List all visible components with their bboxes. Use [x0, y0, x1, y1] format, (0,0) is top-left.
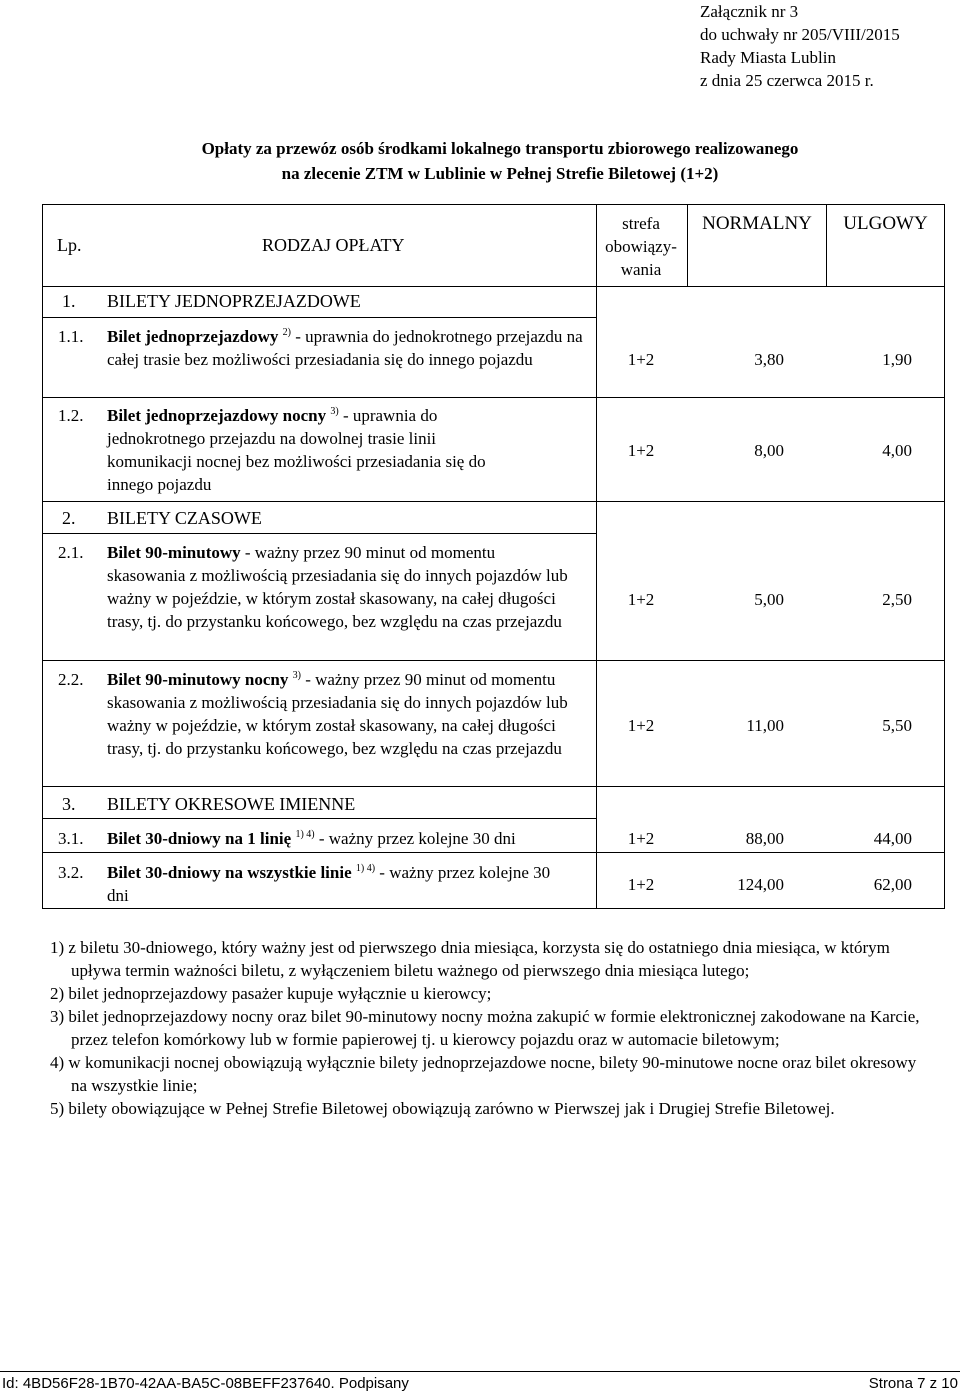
table-border-bottom: [42, 908, 945, 909]
row-description: [107, 404, 517, 496]
header-line-2: do uchwały nr 205/VIII/2015: [700, 25, 900, 44]
section-1-num: 1.: [62, 291, 76, 311]
footnote-5: 5) bilety obowiązujące w Pełnej Strefie Biletowej obowiązują zarówno w Pierwszej jak i Drugiej Strefie Biletowej.: [50, 1099, 835, 1118]
row-strefa: 1+2: [627, 441, 655, 460]
row-lp: 1.1.: [58, 327, 84, 346]
row-sep-22: [42, 786, 945, 787]
row-desc-text: - uprawnia do jednokrotnego przejazdu na dowolnej trasie linii komunikacji nocnej bez możliwości przesiadania się do innego pojazdu: [107, 406, 486, 494]
attachment-header: [700, 0, 950, 92]
row-ulgowy: 1,90: [882, 350, 912, 369]
title-line-2: na zlecenie ZTM w Lublinie w Pełnej Strefie Biletowej (1+2): [281, 164, 719, 183]
row-ulgowy: 5,50: [882, 716, 912, 735]
row-footnote-ref: 1) 4): [295, 829, 315, 840]
row-sep-s2: [42, 533, 597, 534]
section-3-num: 3.: [62, 794, 76, 814]
row-normalny: 124,00: [737, 875, 784, 894]
row-sep-11: [42, 397, 945, 398]
row-description: [107, 668, 585, 760]
row-normalny: 3,80: [754, 350, 784, 369]
row-title: Bilet 90-minutowy nocny: [107, 670, 289, 689]
row-desc-text: - ważny przez 90 minut od momentu skasowania z możliwością przesiadania się do innych pojazdów lub ważny w pojeździe, w którym został skasowany, na całej długości trasy, tj. do przystanku końcowego, bez względu na czas przejazdu: [107, 543, 568, 631]
header-strefa: [598, 212, 684, 281]
row-lp: 3.1.: [58, 829, 84, 848]
row-footnote-ref: 2): [282, 327, 291, 338]
header-rodzaj: RODZAJ OPŁATY: [262, 235, 405, 255]
row-normalny: 5,00: [754, 590, 784, 609]
col-sep-type-zone: [596, 204, 597, 909]
signature-footer: [0, 1371, 960, 1397]
row-ulgowy: 44,00: [873, 829, 912, 848]
row-sep-12: [42, 501, 945, 502]
header-strefa-3: wania: [620, 260, 662, 279]
footnote-4: 4) w komunikacji nocnej obowiązują wyłącznie bilety jednoprzejazdowe nocne, bilety 90-minutowe nocne oraz bilet okresowy na wszystkie linie;: [50, 1053, 917, 1095]
row-ulgowy: 2,50: [882, 590, 912, 609]
row-lp: 2.2.: [58, 670, 84, 689]
row-description: [107, 861, 557, 907]
row-description: [107, 827, 595, 850]
header-normalny: NORMALNY: [702, 213, 812, 234]
row-desc-text: - uprawnia do jednokrotnego przejazdu na całej trasie bez możliwości przesiadania się do innego pojazdu: [107, 327, 583, 369]
header-line-4: z dnia 25 czerwca 2015 r.: [700, 71, 874, 90]
row-title: Bilet 90-minutowy: [107, 543, 241, 562]
row-strefa: 1+2: [627, 875, 655, 894]
row-lp: 3.2.: [58, 863, 84, 882]
document-id: Id: 4BD56F28-1B70-42AA-BA5C-08BEFF237640. Podpisany: [2, 1375, 409, 1392]
col-sep-zone-norm: [687, 204, 688, 287]
section-2-num: 2.: [62, 508, 76, 528]
footnote-3: 3) bilet jednoprzejazdowy nocny oraz bilet 90-minutowy nocny można zakupić w formie elektronicznej zakodowane na Karcie, przez telefon komórkowy lub w formie papierowej tj. u kierowcy pojazdu oraz w automacie biletowym;: [50, 1007, 920, 1049]
title-line-1: Opłaty za przewóz osób środkami lokalnego transportu zbiorowego realizowanego: [201, 139, 799, 158]
row-footnote-ref: 3): [330, 406, 339, 417]
row-desc-text: - ważny przez kolejne 30 dni: [314, 829, 516, 848]
header-strefa-2: obowiązy-: [605, 237, 677, 256]
row-sep-header: [42, 286, 945, 287]
row-normalny: 11,00: [746, 716, 784, 735]
footnotes: [50, 936, 930, 1120]
header-ulgowy: ULGOWY: [843, 213, 928, 234]
row-footnote-ref: 3): [292, 670, 301, 681]
row-lp: 1.2.: [58, 406, 84, 425]
row-sep-s3: [42, 818, 597, 819]
header-line-3: Rady Miasta Lublin: [700, 48, 836, 67]
row-footnote-ref: 1) 4): [355, 863, 376, 874]
header-strefa-1: strefa: [622, 214, 660, 233]
row-normalny: 8,00: [754, 441, 784, 460]
page-number: Strona 7 z 10: [868, 1375, 958, 1392]
row-lp: 2.1.: [58, 543, 84, 562]
row-description: [107, 325, 589, 371]
col-sep-norm-ulg: [826, 204, 827, 287]
row-title: Bilet 30-dniowy na wszystkie linie: [107, 863, 352, 882]
row-title: Bilet jednoprzejazdowy nocny: [107, 406, 327, 425]
row-sep-31: [42, 852, 945, 853]
section-1-name: BILETY JEDNOPRZEJAZDOWE: [107, 291, 361, 311]
row-desc-text: - ważny przez kolejne 30 dni: [107, 863, 551, 905]
row-strefa: 1+2: [627, 350, 655, 369]
header-lp: Lp.: [57, 235, 82, 255]
row-sep-s1: [42, 317, 597, 318]
document-title: [0, 136, 960, 186]
row-strefa: 1+2: [627, 590, 655, 609]
section-3-name: BILETY OKRESOWE IMIENNE: [107, 794, 356, 814]
footnote-1: 1) z biletu 30-dniowego, który ważny jest od pierwszego dnia miesiąca, korzysta się do ostatniego dnia miesiąca, w którym upływa termin ważności biletu, z wyłączeniem biletu ważnego od pierwszego dnia miesiąca lutego;: [50, 938, 890, 980]
row-title: Bilet jednoprzejazdowy: [107, 327, 279, 346]
section-2-name: BILETY CZASOWE: [107, 508, 262, 528]
table-border-right: [944, 204, 945, 909]
row-strefa: 1+2: [627, 829, 655, 848]
row-strefa: 1+2: [627, 716, 655, 735]
row-description: [107, 541, 577, 633]
row-desc-text: - ważny przez 90 minut od momentu skasowania z możliwością przesiadania się do innych pojazdów lub ważny w pojeździe, w którym został skasowany, na całej długości trasy, tj. do przystanku końcowego, bez względu na czas przejazdu: [107, 670, 568, 758]
row-ulgowy: 62,00: [873, 875, 912, 894]
row-ulgowy: 4,00: [882, 441, 912, 460]
header-line-1: Załącznik nr 3: [700, 2, 799, 21]
footnote-2: 2) bilet jednoprzejazdowy pasażer kupuje wyłącznie u kierowcy;: [50, 984, 492, 1003]
table-border-top: [42, 204, 945, 205]
row-sep-21: [42, 660, 945, 661]
row-title: Bilet 30-dniowy na 1 linię: [107, 829, 292, 848]
row-normalny: 88,00: [745, 829, 784, 848]
table-border-left: [42, 204, 43, 909]
